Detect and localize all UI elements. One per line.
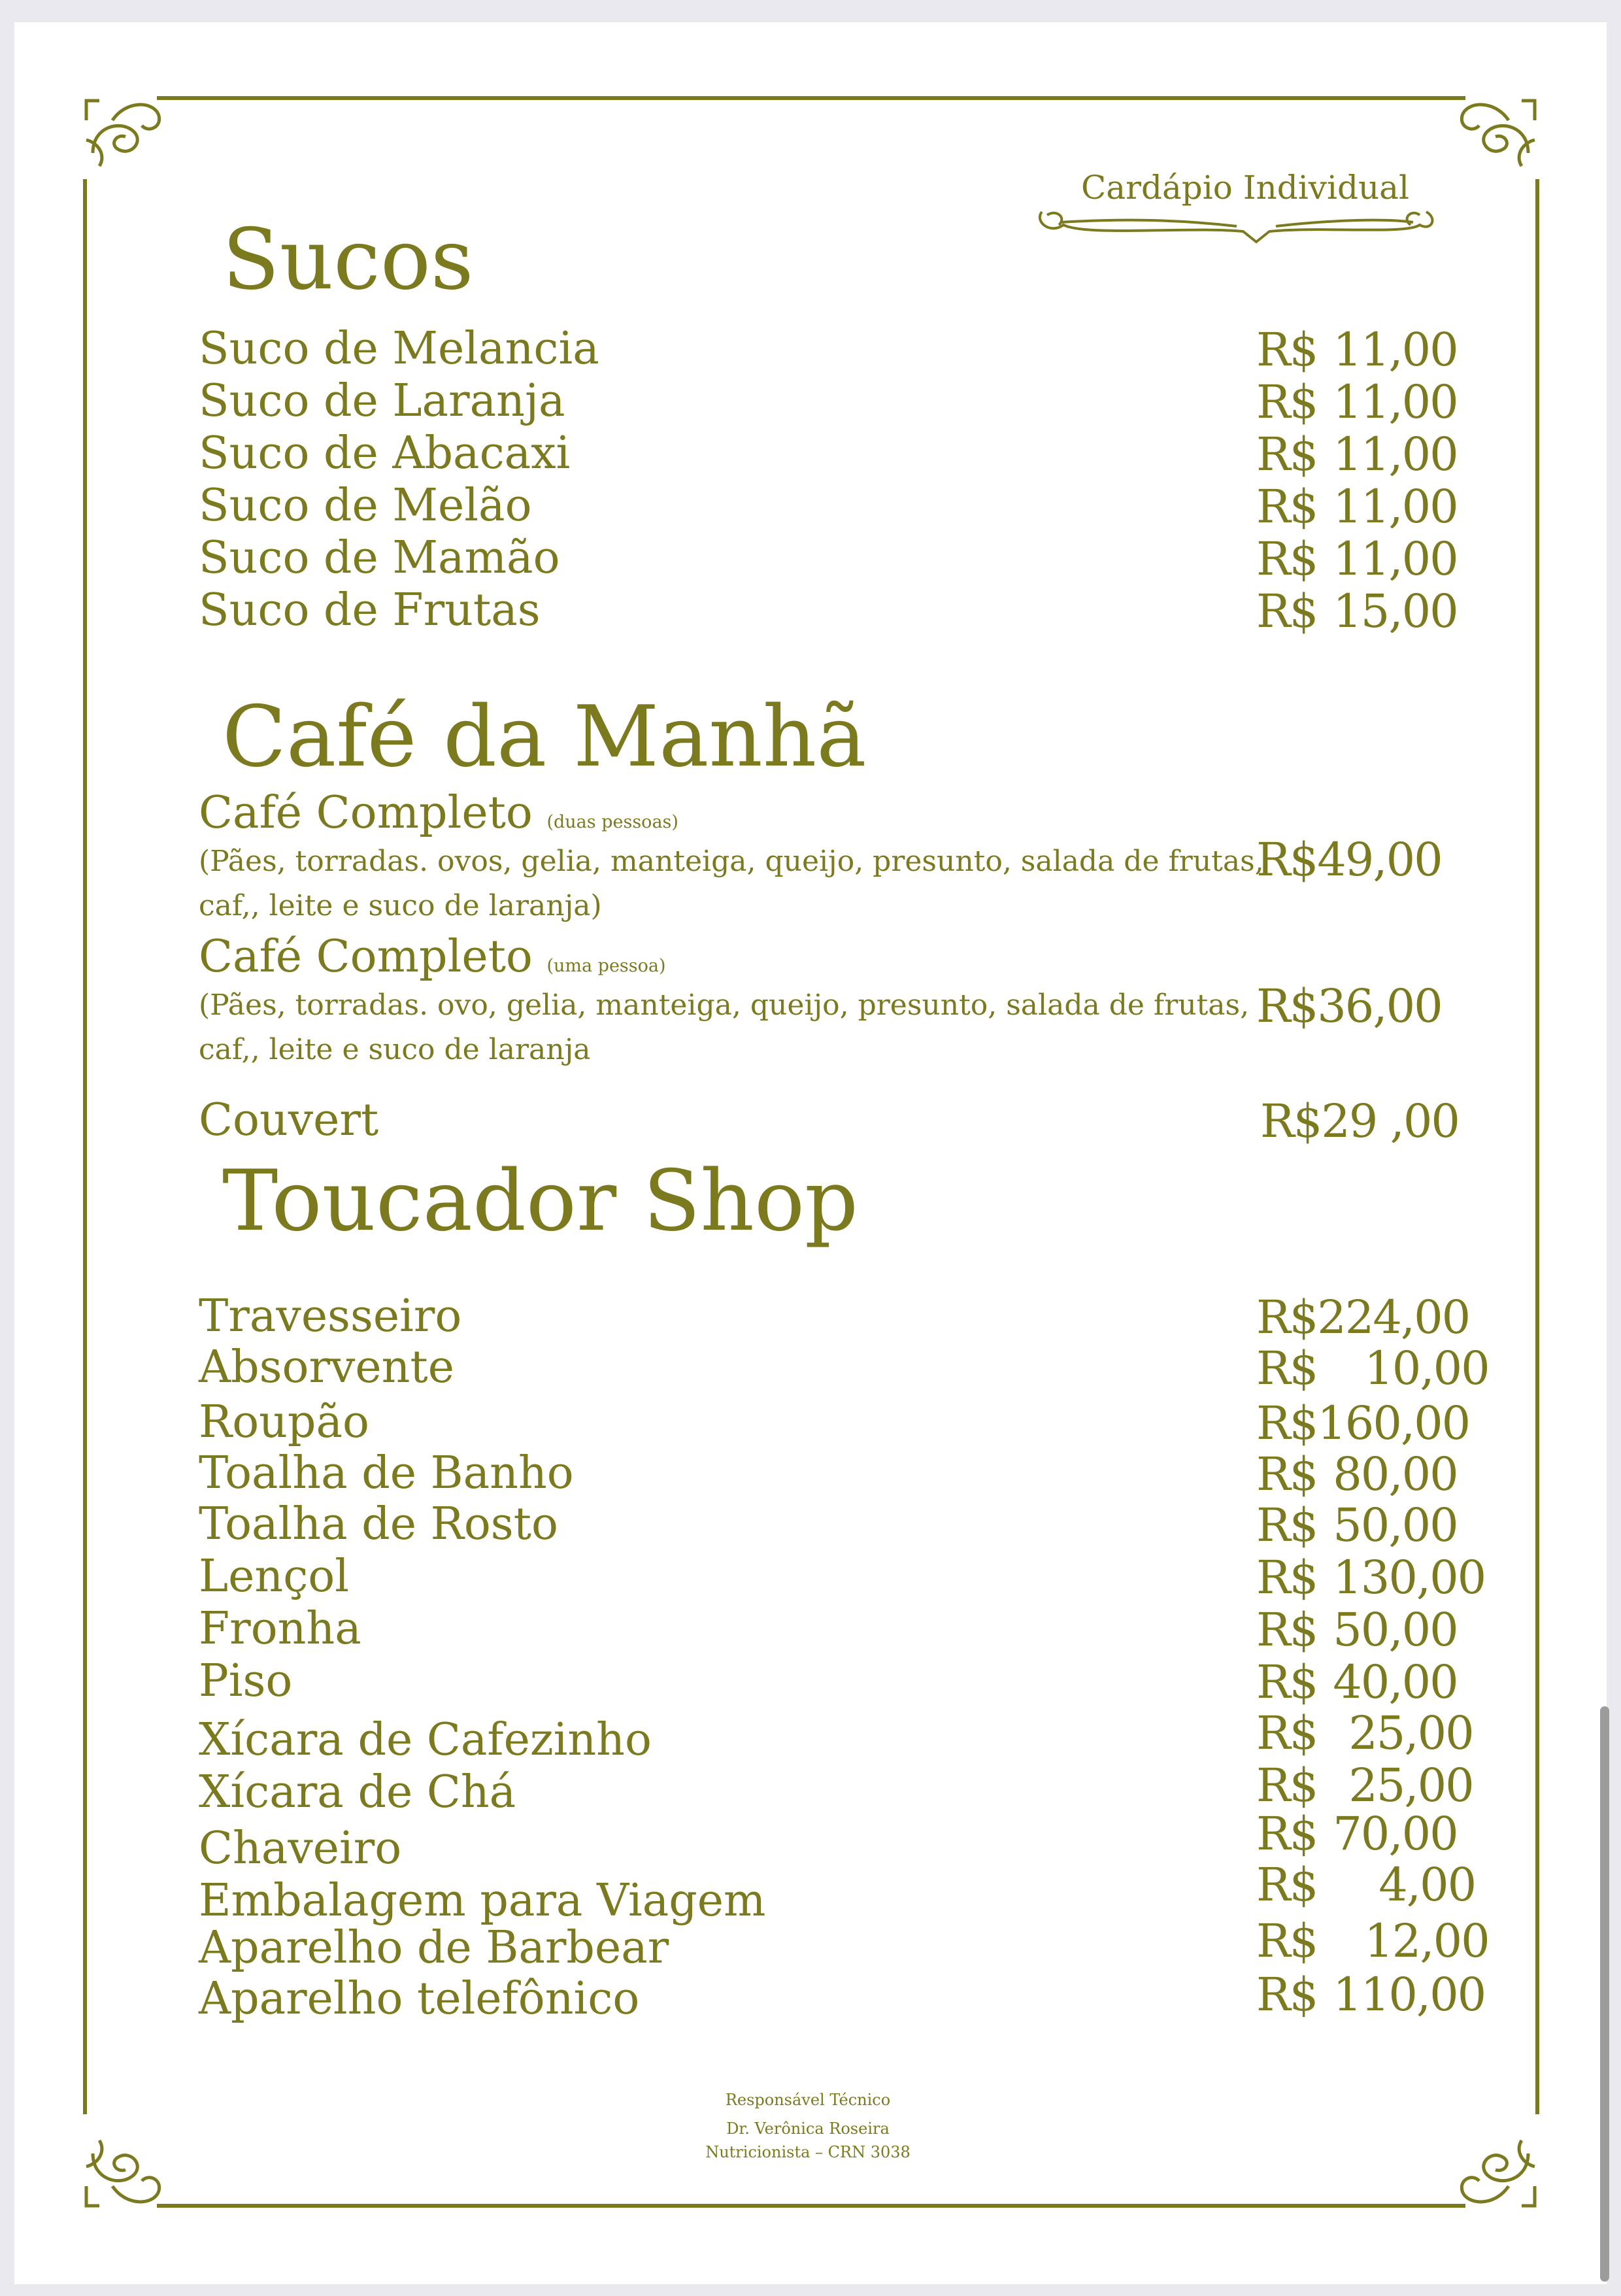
menu-item-note: (uma pessoa) [546,956,666,976]
menu-item-price: R$36,00 [1256,979,1442,1033]
menu-item-name: Toalha de Banho [199,1447,574,1499]
menu-item-name: Absorvente [199,1342,454,1393]
menu-item-name: Suco de Melão [199,480,532,532]
section-title-sucos: Sucos [222,211,474,309]
menu-page [14,22,1607,2284]
menu-item-name: Suco de Laranja [199,375,565,427]
menu-item-name: Piso [199,1655,293,1707]
menu-item-name: Couvert [199,1094,379,1146]
menu-item-price: R$ 11,00 [1256,532,1458,586]
menu-item-name: Suco de Melancia [199,323,599,375]
vertical-scrollbar[interactable] [1600,1706,1609,2282]
menu-item-price: R$160,00 [1256,1396,1470,1450]
menu-item-price: R$ 11,00 [1256,375,1458,429]
menu-tagline: Cardápio Individual [1081,169,1409,207]
section-title-toucador-shop: Toucador Shop [222,1153,858,1250]
menu-item-price: R$ 25,00 [1256,1706,1473,1760]
menu-item-price: R$ 130,00 [1256,1551,1486,1604]
menu-item-price: R$ 11,00 [1256,480,1458,533]
menu-item-description: (Pães, torradas. ovos, gelia, manteiga, queijo, presunto, salada de frutas, [199,845,1264,878]
menu-item-price: R$ 50,00 [1256,1603,1458,1657]
menu-item-name: Chaveiro [199,1823,402,1874]
menu-item-name: Café Completo (uma pessoa) [199,931,666,983]
menu-item-price: R$ 70,00 [1256,1807,1458,1861]
menu-item-price: R$ 15,00 [1256,584,1458,638]
menu-item-price: R$224,00 [1256,1291,1470,1344]
menu-item-name: Fronha [199,1603,361,1655]
menu-item-name: Travesseiro [199,1291,462,1342]
tagline-scroll-ornament [1040,212,1433,242]
footer-responsible: Responsável Técnico [725,2091,891,2109]
menu-item-price: R$ 4,00 [1256,1858,1476,1912]
menu-item-description: caf,, leite e suco de laranja [199,1033,591,1066]
menu-item-name: Xícara de Cafezinho [199,1714,652,1766]
section-title-cafe-da-manha: Café da Manhã [222,688,867,786]
menu-item-price: R$ 110,00 [1256,1968,1486,2021]
menu-item-price: R$ 12,00 [1256,1914,1489,1968]
menu-item-name: Suco de Abacaxi [199,428,571,479]
menu-item-name: Suco de Frutas [199,584,541,636]
menu-item-name: Roupão [199,1396,369,1448]
menu-item-price: R$29 ,00 [1260,1094,1459,1148]
menu-item-name: Aparelho de Barbear [199,1922,669,1974]
menu-item-name: Lençol [199,1551,349,1602]
menu-item-price: R$ 80,00 [1256,1447,1458,1501]
menu-item-note: (duas pessoas) [546,812,678,832]
menu-item-description: caf,, leite e suco de laranja) [199,889,602,922]
menu-item-name: Embalagem para Viagem [199,1875,766,1927]
menu-item-price: R$ 10,00 [1256,1342,1489,1395]
menu-item-name: Café Completo (duas pessoas) [199,787,678,839]
menu-item-price: R$ 40,00 [1256,1655,1458,1709]
menu-item-price: R$ 11,00 [1256,428,1458,481]
menu-item-price: R$ 25,00 [1256,1759,1473,1812]
menu-item-name: Xícara de Chá [199,1766,516,1818]
menu-item-price: R$ 50,00 [1256,1498,1458,1552]
menu-item-name: Aparelho telefônico [199,1973,640,2025]
menu-item-description: (Pães, torradas. ovo, gelia, manteiga, queijo, presunto, salada de frutas, [199,988,1250,1022]
menu-item-price: R$49,00 [1256,833,1442,886]
footer-doctor-name: Dr. Verônica Roseira [726,2119,890,2138]
footer-credential: Nutricionista – CRN 3038 [705,2143,911,2161]
menu-item-price: R$ 11,00 [1256,323,1458,377]
menu-item-name: Suco de Mamão [199,532,560,584]
menu-item-name: Toalha de Rosto [199,1498,558,1550]
